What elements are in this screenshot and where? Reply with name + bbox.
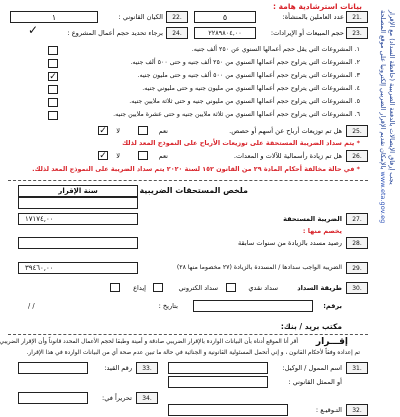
option-2[interactable] — [8, 58, 368, 71]
side-note-2 — [379, 10, 387, 223]
row-employees — [8, 11, 368, 24]
pay-electronic-label: سداد الكتروني — [178, 284, 218, 292]
date-label: بتاريخ : — [158, 302, 178, 310]
written-date-field[interactable] — [18, 392, 88, 404]
payment-method-label: طريقة السداد — [297, 284, 342, 292]
capital-yes-label: نعم — [158, 152, 168, 160]
pay-cash-checkbox[interactable] — [226, 283, 236, 292]
reg-label: رقم القيد: — [104, 364, 132, 372]
capital-question: هل تم زيادة رأسمالية للآلات و المعدات. — [233, 152, 342, 160]
side-note-2-text: بالإمكان تقديم الإقرار الضريبي إلكترونيا على موقع المصلحة — [379, 10, 387, 170]
option-1-text: ١. المشروعات التي يقل حجم أعمالها السنوي عن ٢٥٠ ألف جنيه. — [191, 46, 360, 53]
section-divider-1 — [8, 180, 368, 181]
signer-label: اسم الممول / الوكيل: — [282, 364, 342, 372]
legal-entity-field[interactable]: ١ — [10, 11, 98, 23]
capital-yes-checkbox[interactable] — [138, 151, 148, 160]
signer-field[interactable] — [168, 362, 268, 374]
capital-note: * في حالة مخالفة أحكام المادة ٢٩ من القانون ١٥٢ لسنة ٢٠٢٠ يتم سداد الضريبة على النموذج المعد لذلك. — [32, 165, 360, 173]
tax-payable-label: الضريبة الواجب سدادها / المسددة بالزيادة (٢٧ مخصوما منها ٢٨) — [176, 264, 342, 271]
date-placeholder: / / — [28, 302, 35, 310]
field-num-25: .25 — [346, 125, 368, 137]
sales-field[interactable]: ٢٢٨٩٨٠٤,٠٠ — [194, 27, 256, 39]
dividends-no-label: لا — [116, 127, 120, 135]
dividends-yes-checkbox[interactable] — [138, 126, 148, 135]
declaration-text-1: أقر أنا الموقع أدناه بأن البيانات الواردة بالإقرار الضريبي صادقة و أمينة وطبقا لحجم الأعمال المحدد قانوناً وأن الإقرار الضريبي — [0, 339, 298, 345]
field-num-33: .33 — [136, 362, 158, 374]
field-num-29: .29 — [346, 262, 368, 274]
option-6-checkbox[interactable] — [48, 111, 58, 120]
option-4[interactable] — [8, 84, 368, 97]
activity-label: برجاء تحديد حجم أعمال المشروع : — [67, 29, 163, 37]
field-num-26: .26 — [346, 150, 368, 162]
option-3[interactable] — [8, 71, 368, 84]
tax-due-label: الضريبة المستحقة — [283, 215, 342, 223]
row-payment-method — [8, 282, 368, 295]
row-signer — [8, 362, 368, 375]
dividends-no-checkbox[interactable]: ✓ — [99, 126, 107, 136]
side-note-1: يجب إرفاق الإيصالات بالدفعة الضريبية (حافظة السداد) مع الإقرار — [388, 10, 396, 185]
deduct-label: يخصم منها : — [302, 227, 342, 235]
declaration-title: إقـــرار — [315, 337, 348, 347]
option-6[interactable] — [8, 110, 368, 123]
row-capital-increase — [8, 150, 368, 163]
declaration-text-2: تم إعداده وفقاً لأحكام القانون ، و إني أتحمل المسئولية القانونية و الجنائية في حالة ما تبين عدم صحة أي من البيانات الواردة في هذا الإقرار. — [26, 350, 360, 356]
row-prior-credit — [8, 237, 368, 250]
dividends-yes-label: نعم — [158, 127, 168, 135]
side-notes — [374, 0, 400, 417]
field-num-27: .27 — [346, 213, 368, 225]
option-4-text: ٤. المشروعات التي يتراوح حجم أعمالها السنوي من مليون جنيه و حتى مليوني جنيه. — [142, 85, 360, 92]
sales-label: حجم المبيعات أو الإيرادات: — [270, 29, 344, 37]
row-sales — [8, 23, 368, 40]
pay-deposit-label: إيداع — [133, 284, 146, 292]
prior-credit-field[interactable] — [18, 237, 138, 249]
employees-label: عدد العاملين بالمنشأة: — [282, 13, 344, 21]
capital-no-label: لا — [116, 152, 120, 160]
activity-check-mark: ✓ — [27, 23, 38, 37]
field-num-24: .24 — [166, 27, 188, 39]
field-num-34: .34 — [136, 392, 158, 404]
field-num-28: .28 — [346, 237, 368, 249]
capital-no-checkbox[interactable]: ✓ — [99, 151, 107, 161]
written-date-label: تحريراً في: — [101, 394, 132, 402]
legal-rep-field[interactable] — [168, 376, 268, 388]
reg-field[interactable] — [18, 362, 88, 374]
option-6-text: ٦. المشروعات التي يتراوح حجم أعمالها السنوي من ثلاثة ملايين جنيه و حتى عشرة ملايين جنيه. — [113, 111, 360, 118]
row-dividends — [8, 125, 368, 138]
field-num-31: .31 — [346, 362, 368, 374]
dividends-question: هل تم توزيعات أرباح عن أسهم أو حصص. — [229, 127, 342, 135]
option-5-text: ٥. المشروعات التي يتراوح حجم أعمالها السنوي من مليوني جنيه و حتى ثلاثة ملايين جنيه. — [129, 98, 360, 105]
bank-label: مكتب بريد / بنك: — [280, 322, 342, 331]
option-1[interactable] — [8, 45, 368, 58]
signature-field[interactable] — [168, 404, 288, 416]
ref-field[interactable] — [193, 300, 313, 312]
tax-payable-field[interactable]: ٣٩٤٦٠,٠٠ — [18, 262, 138, 274]
row-bank — [8, 320, 368, 333]
summary-title: ملخص المستحقات الضريبية — [139, 186, 248, 195]
section-divider-2 — [8, 334, 368, 335]
option-5[interactable] — [8, 97, 368, 110]
option-2-checkbox[interactable] — [48, 59, 58, 68]
row-signature — [8, 404, 368, 417]
option-2-text: ٢. المشروعات التي يتراوح حجم أعمالها السنوي من ٢٥٠ ألف جنيه و حتى ٥٠٠ ألف جنيه. — [130, 59, 360, 66]
pay-cash-label: سداد نقدي — [248, 284, 278, 292]
legal-entity-label: الكيان القانوني : — [118, 13, 163, 21]
field-num-22: .22 — [166, 11, 188, 23]
field-num-23: .23 — [346, 27, 368, 39]
pay-deposit-checkbox[interactable] — [110, 283, 120, 292]
option-3-checkbox[interactable]: ✓ — [49, 72, 57, 82]
field-num-30: .30 — [346, 282, 368, 294]
option-4-checkbox[interactable] — [48, 85, 58, 94]
legal-rep-label: أو الممثل القانوني : — [288, 378, 342, 386]
side-url[interactable]: www.eta.gov.eg — [379, 171, 387, 224]
option-3-text: ٣. المشروعات التي يتراوح حجم أعمالها السنوي من ٥٠٠ ألف جنيه و حتى مليون جنيه. — [137, 72, 360, 79]
option-5-checkbox[interactable] — [48, 98, 58, 107]
stats-header: بيانات استرشادية هامة : — [273, 2, 362, 11]
tax-year-field[interactable] — [18, 197, 138, 209]
row-tax-payable — [8, 262, 368, 275]
row-tax-due — [8, 213, 368, 226]
prior-credit-label: رصيد مسدد بالزيادة من سنوات سابقة — [237, 239, 342, 247]
pay-electronic-checkbox[interactable] — [153, 283, 163, 292]
signature-label: التـوقيـع : — [315, 406, 342, 414]
dividends-note: * يتم سداد الضريبة المستحقة على توزيعات الأرباح على النموذج المعد لذلك — [122, 139, 360, 147]
employees-field[interactable]: ٥ — [194, 11, 256, 23]
tax-year-label: سنة الإقرار — [18, 185, 138, 197]
ref-label: برقم: — [323, 302, 342, 310]
field-num-32: .32 — [346, 404, 368, 416]
row-reference — [8, 300, 368, 313]
tax-due-field[interactable]: ١٧١٧٤,٠٠ — [18, 213, 138, 225]
option-1-checkbox[interactable] — [48, 46, 58, 55]
field-num-21: .21 — [346, 11, 368, 23]
